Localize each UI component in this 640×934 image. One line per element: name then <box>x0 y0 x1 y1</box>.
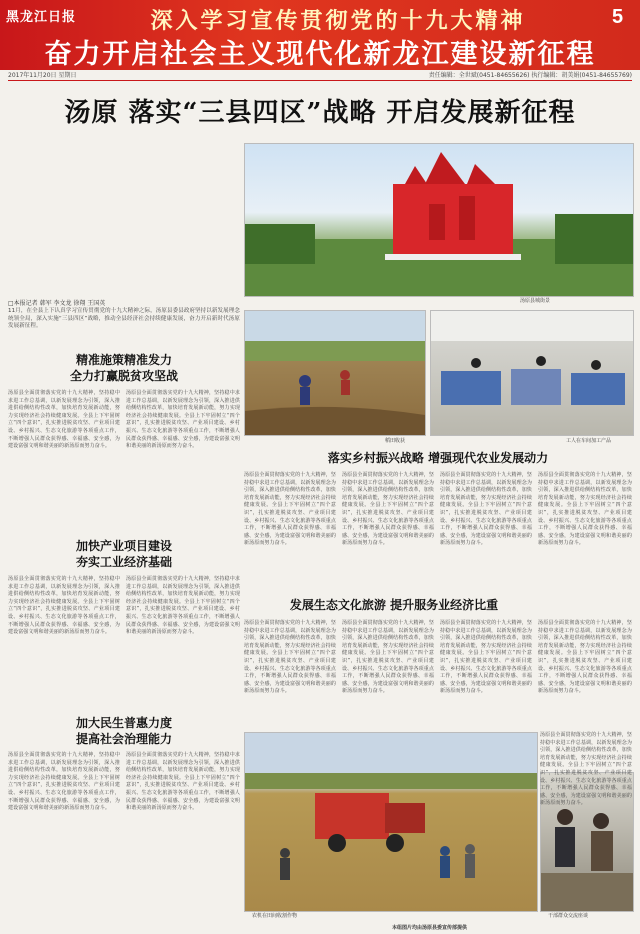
section-title-rural: 落实乡村振兴战略 增强现代农业发展动力 <box>327 451 549 465</box>
body-text-block: 汤原县全面贯彻落实党的十九大精神，坚持稳中求进工作总基调，以新发展理念为引领，深入推进供给侧结构性改革，加快培育发展新动能，努力实现经济社会持续健康发展。全县上下牢固树立“四个意识”，扎实推进脱贫攻坚、产业项目建设、乡村振兴、生态文化旅游等各项重点工作，不断增强人民群众获得感、幸福感、安全感，为建设富强文明和谐美丽的新汤原而努力奋斗。 <box>8 390 120 450</box>
farm-photo-caption: 稻田收获 <box>385 438 406 444</box>
body-text-block: 汤原县全面贯彻落实党的十九大精神，坚持稳中求进工作总基调，以新发展理念为引领，深入推进供给侧结构性改革，加快培育发展新动能，努力实现经济社会持续健康发展。全县上下牢固树立“四个意识”，扎实推进脱贫攻坚、产业项目建设、乡村振兴、生态文化旅游等各项重点工作，不断增强人民群众获得感、幸福感、安全感，为建设富强文明和谐美丽的新汤原而努力奋斗。 <box>244 472 336 547</box>
section-title-line1: 精准施策精准发力 <box>75 353 172 367</box>
body-text-block: 汤原县全面贯彻落实党的十九大精神，坚持稳中求进工作总基调，以新发展理念为引领，深入推进供给侧结构性改革，加快培育发展新动能，努力实现经济社会持续健康发展。全县上下牢固树立“四个意识”，扎实推进脱贫攻坚、产业项目建设、乡村振兴、生态文化旅游等各项重点工作，不断增强人民群众获得感、幸福感、安全感，为建设富强文明和谐美丽的新汤原而努力奋斗。 <box>538 620 632 695</box>
farm-illustration <box>245 311 425 435</box>
masthead-divider <box>8 80 632 81</box>
body-text-block: 汤原县全面贯彻落实党的十九大精神，坚持稳中求进工作总基调，以新发展理念为引领，深入推进供给侧结构性改革，加快培育发展新动能，努力实现经济社会持续健康发展。全县上下牢固树立“四个意识”，扎实推进脱贫攻坚、产业项目建设、乡村振兴、生态文化旅游等各项重点工作，不断增强人民群众获得感、幸福感、安全感，为建设富强文明和谐美丽的新汤原而努力奋斗。 <box>540 732 632 807</box>
industry-photo <box>430 310 634 436</box>
section-title-line2: 提高社会治理能力 <box>75 732 172 746</box>
harvest-illustration <box>245 733 537 911</box>
section-title-tourism: 发展生态文化旅游 提升服务业经济比重 <box>289 598 499 612</box>
body-text-block: 汤原县全面贯彻落实党的十九大精神，坚持稳中求进工作总基调，以新发展理念为引领，深入推进供给侧结构性改革，加快培育发展新动能，努力实现经济社会持续健康发展。全县上下牢固树立“四个意识”，扎实推进脱贫攻坚、产业项目建设、乡村振兴、生态文化旅游等各项重点工作，不断增强人民群众获得感、幸福感、安全感，为建设富强文明和谐美丽的新汤原而努力奋斗。 <box>8 576 120 636</box>
dateline <box>8 70 632 80</box>
body-text-block: 汤原县全面贯彻落实党的十九大精神，坚持稳中求进工作总基调，以新发展理念为引领，深入推进供给侧结构性改革，加快培育发展新动能，努力实现经济社会持续健康发展。全县上下牢固树立“四个意识”，扎实推进脱贫攻坚、产业项目建设、乡村振兴、生态文化旅游等各项重点工作，不断增强人民群众获得感、幸福感、安全感，为建设富强文明和谐美丽的新汤原而努力奋斗。 <box>8 752 120 812</box>
masthead-slogan-line1: 深入学习宣传贯彻党的十九大精神 <box>150 8 526 34</box>
body-text-block: 汤原县全面贯彻落实党的十九大精神，坚持稳中求进工作总基调，以新发展理念为引领，深入推进供给侧结构性改革，加快培育发展新动能，努力实现经济社会持续健康发展。全县上下牢固树立“四个意识”，扎实推进脱贫攻坚、产业项目建设、乡村振兴、生态文化旅游等各项重点工作，不断增强人民群众获得感、幸福感、安全感，为建设富强文明和谐美丽的新汤原而努力奋斗。 <box>126 576 240 636</box>
page-number: 5 <box>612 6 624 28</box>
editors-line: 责任编辑：全世斌(0451-84655626) 执行编辑：胡美娟(0451-84655769) <box>428 72 632 79</box>
harvest-photo <box>244 732 538 912</box>
section-title-line1: 加快产业项目建设 <box>75 539 172 553</box>
section-title-line2: 夯实工业经济基础 <box>75 555 172 569</box>
body-text-block: 汤原县全面贯彻落实党的十九大精神，坚持稳中求进工作总基调，以新发展理念为引领，深入推进供给侧结构性改革，加快培育发展新动能，努力实现经济社会持续健康发展。全县上下牢固树立“四个意识”，扎实推进脱贫攻坚、产业项目建设、乡村振兴、生态文化旅游等各项重点工作，不断增强人民群众获得感、幸福感、安全感，为建设富强文明和谐美丽的新汤原而努力奋斗。 <box>440 620 532 695</box>
masthead-slogan-line2: 奋力开启社会主义现代化新龙江建设新征程 <box>44 39 596 70</box>
body-text-block: 汤原县全面贯彻落实党的十九大精神，坚持稳中求进工作总基调，以新发展理念为引领，深入推进供给侧结构性改革，加快培育发展新动能，努力实现经济社会持续健康发展。全县上下牢固树立“四个意识”，扎实推进脱贫攻坚、产业项目建设、乡村振兴、生态文化旅游等各项重点工作，不断增强人民群众获得感、幸福感、安全感，为建设富强文明和谐美丽的新汤原而努力奋斗。 <box>440 472 532 547</box>
harvest-photo-caption: 农机在田间收割作物 <box>252 913 298 919</box>
section-title-industry <box>8 538 240 570</box>
top-photo-city-monument <box>244 143 634 297</box>
top-photo-caption: 汤原县城街景 <box>520 298 551 304</box>
lead-paragraph: 11月，在全县上下认真学习宣传贯彻党的十九大精神之际，汤原县委县政府坚持以新发展理念统领全局，深入实施“三县四区”战略，推动全县经济社会持续健康发展，奋力开启新时代汤原发展新征程。 <box>8 308 240 330</box>
meeting-photo-caption: 干部群众交流座谈 <box>548 913 589 919</box>
farm-field-photo <box>244 310 426 436</box>
newspaper-logo: 黑龙江日报 <box>6 10 77 25</box>
section-title-line2: 全力打赢脱贫攻坚战 <box>69 369 178 383</box>
body-text-block: 汤原县全面贯彻落实党的十九大精神，坚持稳中求进工作总基调，以新发展理念为引领，深入推进供给侧结构性改革，加快培育发展新动能，努力实现经济社会持续健康发展。全县上下牢固树立“四个意识”，扎实推进脱贫攻坚、产业项目建设、乡村振兴、生态文化旅游等各项重点工作，不断增强人民群众获得感、幸福感、安全感，为建设富强文明和谐美丽的新汤原而努力奋斗。 <box>342 472 434 547</box>
industry-photo-caption: 工人在车间加工产品 <box>566 438 612 444</box>
body-text-block: 汤原县全面贯彻落实党的十九大精神，坚持稳中求进工作总基调，以新发展理念为引领，深入推进供给侧结构性改革，加快培育发展新动能，努力实现经济社会持续健康发展。全县上下牢固树立“四个意识”，扎实推进脱贫攻坚、产业项目建设、乡村振兴、生态文化旅游等各项重点工作，不断增强人民群众获得感、幸福感、安全感，为建设富强文明和谐美丽的新汤原而努力奋斗。 <box>538 472 632 547</box>
photo-credit: 本组图片均由汤原县委宣传部提供 <box>392 925 468 931</box>
section-title-line1: 加大民生普惠力度 <box>75 716 172 730</box>
body-text-block: 汤原县全面贯彻落实党的十九大精神，坚持稳中求进工作总基调，以新发展理念为引领，深入推进供给侧结构性改革，加快培育发展新动能，努力实现经济社会持续健康发展。全县上下牢固树立“四个意识”，扎实推进脱贫攻坚、产业项目建设、乡村振兴、生态文化旅游等各项重点工作，不断增强人民群众获得感、幸福感、安全感，为建设富强文明和谐美丽的新汤原而努力奋斗。 <box>126 390 240 450</box>
body-text-block: 汤原县全面贯彻落实党的十九大精神，坚持稳中求进工作总基调，以新发展理念为引领，深入推进供给侧结构性改革，加快培育发展新动能，努力实现经济社会持续健康发展。全县上下牢固树立“四个意识”，扎实推进脱贫攻坚、产业项目建设、乡村振兴、生态文化旅游等各项重点工作，不断增强人民群众获得感、幸福感、安全感，为建设富强文明和谐美丽的新汤原而努力奋斗。 <box>342 620 434 695</box>
byline: □本报记者 韩军 李文龙 徐翔 王国英 <box>8 300 106 307</box>
body-text-block: 汤原县全面贯彻落实党的十九大精神，坚持稳中求进工作总基调，以新发展理念为引领，深入推进供给侧结构性改革，加快培育发展新动能，努力实现经济社会持续健康发展。全县上下牢固树立“四个意识”，扎实推进脱贫攻坚、产业项目建设、乡村振兴、生态文化旅游等各项重点工作，不断增强人民群众获得感、幸福感、安全感，为建设富强文明和谐美丽的新汤原而努力奋斗。 <box>244 620 336 695</box>
page-headline: 汤原 落实“三县四区”战略 开启发展新征程 <box>64 98 576 128</box>
section-title-livelihood <box>8 715 240 747</box>
monument-illustration <box>245 144 633 296</box>
body-text-block: 汤原县全面贯彻落实党的十九大精神，坚持稳中求进工作总基调，以新发展理念为引领，深入推进供给侧结构性改革，加快培育发展新动能，努力实现经济社会持续健康发展。全县上下牢固树立“四个意识”，扎实推进脱贫攻坚、产业项目建设、乡村振兴、生态文化旅游等各项重点工作，不断增强人民群众获得感、幸福感、安全感，为建设富强文明和谐美丽的新汤原而努力奋斗。 <box>126 752 240 812</box>
section-title-poverty <box>8 352 240 384</box>
issue-date: 2017年11月20日 星期日 <box>8 72 77 79</box>
factory-illustration <box>431 311 633 435</box>
